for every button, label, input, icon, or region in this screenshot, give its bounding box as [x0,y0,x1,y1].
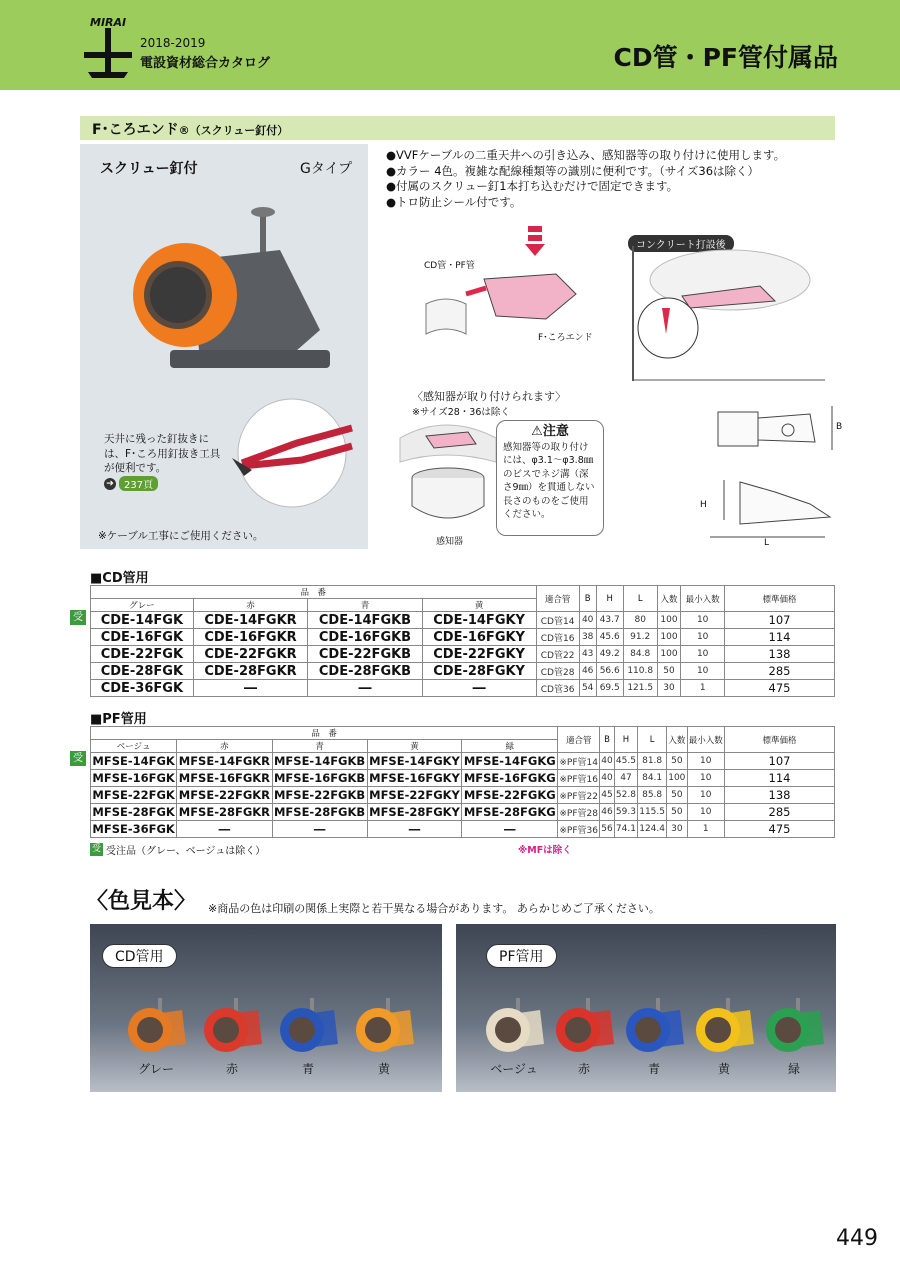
swatch-fitting [552,996,622,1056]
l-cell: 110.8 [623,663,657,680]
product-code-cell: CDE-16FGKR [193,629,308,646]
order-mark-badge: 受 [91,844,101,854]
color-header: ベージュ [91,740,177,753]
product-code-cell: CDE-22FGK [91,646,194,663]
product-code-cell: MFSE-22FGKG [463,788,556,802]
caution-text: 感知器等の取り付けには、φ3.1～φ3.8㎜のビスでネジ溝（深さ9㎜）を貫通しない長さのものをご使用ください。 [503,441,595,520]
color-header: 赤 [177,740,272,753]
table-row [91,770,835,787]
product-code-cell: MFSE-16FGKB [273,771,366,785]
product-code-cell: MFSE-28FGKY [369,805,460,819]
page-number: 449 [836,1226,878,1251]
swatch-fitting [482,996,552,1056]
product-code-cell: CDE-22FGKR [193,646,308,663]
feature-item: ●付属のスクリュー釘1本打ち込むだけで固定できます。 [386,179,679,193]
min-qty-cell: 1 [681,680,725,697]
product-type: Gタイプ [300,161,353,177]
catalog-year: 2018-2019 [140,36,206,50]
swatch-name: ベージュ [490,1062,538,1076]
product-code-cell: CDE-14FGKB [308,612,422,629]
order-legend [90,842,265,857]
dimension-l: L [764,538,770,548]
product-code-cell: MFSE-14FGKR [178,754,271,768]
product-code-cell: MFSE-14FGKY [369,754,460,768]
swatch-name: 青 [647,1062,660,1076]
color-header: 黄 [367,740,462,753]
color-header: 赤 [193,599,308,612]
qty-cell: 50 [657,663,681,680]
sensor-heading: 〈感知器が取り付けられます〉 [412,390,566,403]
h-cell: 43.7 [596,612,623,629]
qty-cell: 30 [667,821,687,838]
col-header: 標準価格 [725,586,835,612]
col-header: B [600,727,615,753]
product-code-cell: MFSE-28FGKG [463,805,556,819]
feature-item: ●カラー 4色。複雑な配線種類等の識別に便利です。（サイズ36は除く） [386,163,760,178]
color-header: 青 [308,599,422,612]
price-cell: 475 [725,680,835,697]
part-caption: F･ころエンド [538,333,593,343]
table-row [91,787,835,804]
table-row [91,804,835,821]
color-sample-title: 〈色見本〉 [86,889,197,914]
pipe-cell: ※PF管36 [558,821,600,838]
reference-page: 237頁 [119,476,158,491]
col-header: H [596,586,623,612]
pipe-cell: ※PF管16 [558,770,600,787]
b-cell: 46 [579,663,596,680]
table-row [91,821,835,838]
product-code-cell: MFSE-14FGK [92,754,175,768]
pf-product-table [90,726,835,838]
installation-diagram [406,224,616,344]
mf-note: ※MFは除く [518,845,572,856]
feature-list [386,148,785,210]
product-code-cell: MFSE-36FGK [92,822,175,836]
swatch-fitting [124,996,194,1056]
table-row [91,612,835,629]
product-code-cell: MFSE-16FGKR [178,771,271,785]
order-mark-badge: 受 [70,751,86,766]
swatch-fitting [622,996,692,1056]
pipe-cell: ※PF管22 [558,787,600,804]
col-header: 最小入数 [681,586,725,612]
price-cell: 107 [725,612,835,629]
product-code-cell: CDE-14FGKR [193,612,308,629]
color-header: 黄 [422,599,536,612]
product-code-cell: CDE-16FGKB [308,629,422,646]
pipe-caption: CD管・PF管 [424,261,475,271]
warning-icon: ⚠ [531,424,543,439]
swatch-name: 赤 [577,1062,590,1076]
l-cell: 85.8 [638,787,667,804]
pipe-cell: CD管22 [536,646,579,663]
swatch-name: 黄 [377,1062,390,1076]
h-cell: 74.1 [614,821,637,838]
caution-box [496,420,604,536]
col-header: 適合管 [558,727,600,753]
b-cell: 45 [600,787,615,804]
product-code-cell: CDE-36FGK [91,680,194,697]
b-cell: 56 [600,821,615,838]
table-row [91,753,835,770]
l-cell: 121.5 [623,680,657,697]
price-cell: 285 [725,663,835,680]
product-code-cell: MFSE-22FGKY [369,788,460,802]
col-header: 標準価格 [725,727,835,753]
b-cell: 40 [600,770,615,787]
product-code-cell: CDE-28FGKY [422,663,536,680]
tool-note: 天井に残った釘抜きには、F･ころ用釘抜き工具が便利です。 [104,433,221,474]
product-code-cell: MFSE-16FGKY [369,771,460,785]
color-sample-note: ※商品の色は印刷の関係上実際と若干異なる場合があります。 あらかじめご了承ください。 [208,902,660,915]
pipe-cell: CD管28 [536,663,579,680]
h-cell: 59.3 [614,804,637,821]
feature-item: ●トロ防止シール付です。 [386,194,522,209]
product-code-cell: CDE-14FGK [91,612,194,629]
h-cell: 69.5 [596,680,623,697]
price-cell: 107 [725,753,835,770]
price-cell: 138 [725,646,835,663]
product-code-cell: ― [308,680,422,697]
table-row [91,646,835,663]
qty-cell: 100 [657,629,681,646]
swatch-name: 赤 [225,1062,238,1076]
swatch-name: グレー [137,1062,174,1076]
product-code-cell: CDE-28FGKR [193,663,308,680]
dimension-drawings [700,392,850,552]
col-header: 最小入数 [687,727,724,753]
pipe-cell: CD管16 [536,629,579,646]
product-code-cell: ― [193,680,308,697]
swatch-fitting [352,996,422,1056]
after-concrete-label: コンクリート打設後 [628,235,734,252]
feature-item: ●VVFケーブルの二重天井への引き込み、感知器等の取り付けに使用します。 [386,148,786,162]
product-code-cell: MFSE-28FGKB [273,805,366,819]
min-qty-cell: 10 [687,753,724,770]
product-code-cell: CDE-22FGKB [308,646,422,663]
product-code-cell: MFSE-14FGKG [463,754,556,768]
col-group-header: 品 番 [91,586,537,599]
h-cell: 52.8 [614,787,637,804]
min-qty-cell: 10 [687,770,724,787]
min-qty-cell: 10 [681,663,725,680]
qty-cell: 50 [667,804,687,821]
pf-table-title: ■PF管用 [90,712,147,727]
product-code-cell: MFSE-28FGKR [178,805,271,819]
swatch-fitting [762,996,832,1056]
h-cell: 45.6 [596,629,623,646]
cable-note: ※ケーブル工事にご使用ください。 [98,530,264,542]
pipe-cell: CD管14 [536,612,579,629]
table-row [91,663,835,680]
registered-mark: ® [178,124,190,137]
product-code-cell: ― [177,821,272,838]
swatch-name: 緑 [787,1062,800,1076]
min-qty-cell: 10 [681,612,725,629]
price-cell: 475 [725,821,835,838]
order-mark-badge: 受 [70,610,86,625]
price-cell: 114 [725,629,835,646]
b-cell: 43 [579,646,596,663]
brand-name: MIRAI [90,16,127,29]
swatch-fitting [692,996,762,1056]
cd-table-title: ■CD管用 [90,571,149,586]
b-cell: 40 [579,612,596,629]
product-code-cell: ― [367,821,462,838]
after-concrete-diagram [630,246,830,386]
arrow-right-icon: ➔ [104,478,116,490]
product-code-cell: MFSE-22FGKR [178,788,271,802]
min-qty-cell: 10 [687,787,724,804]
product-code-cell: MFSE-22FGKB [273,788,366,802]
table-header-row [91,586,835,599]
product-code-cell: MFSE-28FGK [92,805,175,819]
qty-cell: 50 [667,787,687,804]
col-header: 適合管 [536,586,579,612]
sensor-caption: 感知器 [436,537,464,547]
l-cell: 84.8 [623,646,657,663]
swatch-fitting [276,996,346,1056]
l-cell: 84.1 [638,770,667,787]
order-legend-text: 受注品（グレー、ベージュは除く） [106,846,266,857]
swatch-fitting [200,996,270,1056]
l-cell: 124.4 [638,821,667,838]
h-cell: 45.5 [614,753,637,770]
product-subtitle: スクリュー釘付 [100,161,198,177]
product-code-cell: CDE-16FGKY [422,629,536,646]
product-code-cell: MFSE-16FGK [92,771,175,785]
sensor-section-title [412,388,566,418]
min-qty-cell: 1 [687,821,724,838]
catalog-name: 電設資材総合カタログ [140,56,271,71]
cd-swatch-label: CD管用 [102,944,177,968]
price-cell: 285 [725,804,835,821]
h-cell: 47 [614,770,637,787]
product-code-cell: CDE-16FGK [91,629,194,646]
product-code-cell: ― [422,680,536,697]
col-header: L [623,586,657,612]
color-header: 青 [272,740,367,753]
product-code-cell: ― [272,821,367,838]
col-group-header: 品 番 [91,727,558,740]
cd-product-table [90,585,835,697]
color-header: グレー [91,599,194,612]
col-header: L [638,727,667,753]
dimension-h: H [700,500,707,510]
product-photo [130,200,330,380]
price-cell: 114 [725,770,835,787]
min-qty-cell: 10 [681,629,725,646]
l-cell: 81.8 [638,753,667,770]
h-cell: 49.2 [596,646,623,663]
col-header: H [614,727,637,753]
product-code-cell: ― [462,821,558,838]
section-subtitle: （スクリュー釘付） [189,124,289,137]
caution-title: ⚠注意 [531,424,569,439]
product-code-cell: CDE-14FGKY [422,612,536,629]
table-header-row [91,727,835,740]
sensor-subnote: ※サイズ28・36は除く [412,407,510,418]
price-cell: 138 [725,787,835,804]
qty-cell: 100 [657,612,681,629]
product-code-cell: CDE-22FGKY [422,646,536,663]
qty-cell: 100 [657,646,681,663]
min-qty-cell: 10 [681,646,725,663]
col-header: 入数 [657,586,681,612]
qty-cell: 30 [657,680,681,697]
l-cell: 91.2 [623,629,657,646]
l-cell: 115.5 [638,804,667,821]
product-code-cell: CDE-28FGKB [308,663,422,680]
table-row [91,629,835,646]
product-code-cell: MFSE-22FGK [92,788,175,802]
product-code-cell: MFSE-16FGKG [463,771,556,785]
b-cell: 40 [600,753,615,770]
col-header: B [579,586,596,612]
color-header: 緑 [462,740,558,753]
page-reference[interactable] [104,476,158,491]
min-qty-cell: 10 [687,804,724,821]
product-code-cell: CDE-28FGK [91,663,194,680]
col-header: 入数 [667,727,687,753]
qty-cell: 50 [667,753,687,770]
swatch-name: 青 [301,1062,314,1076]
section-name: F･ころエンド [92,122,179,138]
l-cell: 80 [623,612,657,629]
pipe-cell: CD管36 [536,680,579,697]
product-code-cell: MFSE-14FGKB [273,754,366,768]
sensor-diagram [396,418,500,534]
section-title [80,116,835,140]
b-cell: 46 [600,804,615,821]
nail-puller-tool-photo [222,398,362,508]
b-cell: 54 [579,680,596,697]
b-cell: 38 [579,629,596,646]
qty-cell: 100 [667,770,687,787]
pipe-cell: ※PF管28 [558,804,600,821]
page-title: CD管・PF管付属品 [613,43,838,72]
pipe-cell: ※PF管14 [558,753,600,770]
dimension-b: B [836,422,843,432]
pf-swatch-label: PF管用 [486,944,557,968]
swatch-name: 黄 [717,1062,730,1076]
table-row [91,680,835,697]
h-cell: 56.6 [596,663,623,680]
